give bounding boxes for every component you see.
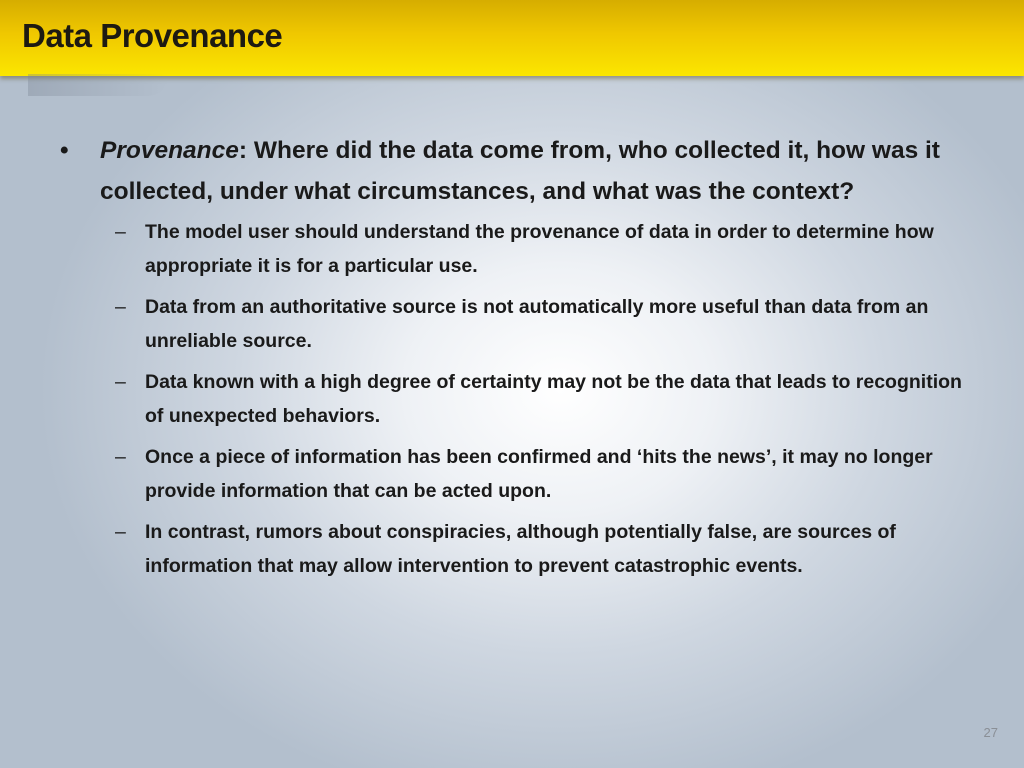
main-bullet — [60, 130, 950, 212]
bullet-term: Provenance — [100, 137, 239, 164]
bullet-marker: • — [60, 137, 69, 164]
dash-marker: – — [115, 296, 126, 318]
dash-marker: – — [115, 371, 126, 393]
sub-bullet — [105, 440, 975, 508]
sub-bullet-text: The model user should understand the provenance of data in order to determine how appropriate it is for a particular use. — [145, 221, 934, 277]
bullet-text: : Where did the data come from, who collected it, how was it collected, under what circumstances, and what was the context? — [100, 137, 940, 205]
sub-bullet-text: Data known with a high degree of certainty may not be the data that leads to recognition of unexpected behaviors. — [145, 371, 962, 427]
sub-bullet — [105, 215, 975, 283]
page-number: 27 — [983, 725, 998, 740]
sub-bullet-text: Data from an authoritative source is not automatically more useful than data from an unreliable source. — [145, 296, 929, 352]
dash-marker: – — [115, 446, 126, 468]
sub-bullet-text: In contrast, rumors about conspiracies, although potentially false, are sources of information that may allow intervention to prevent catastrophic events. — [145, 521, 896, 577]
dash-marker: – — [115, 521, 126, 543]
sub-bullet-list — [60, 215, 980, 583]
slide-content — [60, 130, 980, 590]
sub-bullet — [105, 515, 975, 583]
slide-title: Data Provenance — [22, 17, 283, 54]
sub-bullet — [105, 365, 975, 433]
sub-bullet — [105, 290, 975, 358]
logo-watermark — [28, 74, 168, 96]
title-bar — [0, 0, 1024, 76]
dash-marker: – — [115, 221, 126, 243]
sub-bullet-text: Once a piece of information has been confirmed and ‘hits the news’, it may no longer provide information that can be acted upon. — [145, 446, 933, 502]
